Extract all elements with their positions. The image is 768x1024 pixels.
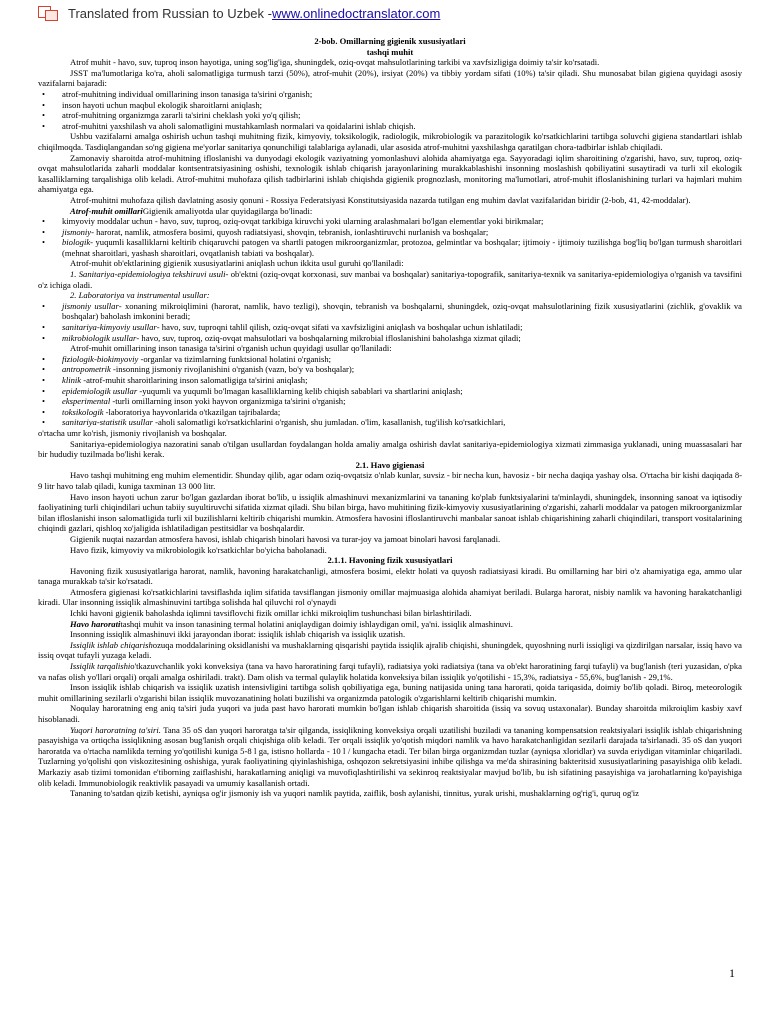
emphasis: Yuqori haroratning ta'siri.: [70, 724, 161, 735]
emphasis: fiziologik-biokimyoviy: [62, 353, 139, 364]
paragraph: Atrof muhit - havo, suv, tuproq inson hayotiga, uning sog'lig'iga, shuningdek, oziq-ovqat mahsulotlarining tarkibi va xavfsizligiga doimiy ta'sir ko'rsatadi.: [70, 57, 600, 68]
list-item: • inson hayoti uchun maqbul ekologik sharoitlarni aniqlash;: [50, 100, 742, 111]
list-item: [50, 407, 742, 418]
paragraph: [38, 206, 742, 217]
emphasis: jismoniy: [62, 226, 92, 237]
page-number: 1: [729, 966, 735, 980]
text: -yuqumli va yuqumli bo'lmagan kasalliklarning kelib chiqish sabablari va shartlarini aniqlash;: [137, 385, 463, 396]
list-item: [50, 417, 742, 428]
emphasis: sanitariya-statistik usullar: [62, 417, 153, 428]
text: -insonning jismoniy rivojlanishini o'rganish (vazn, bo'y va boshqalar);: [110, 364, 355, 375]
list-item: [50, 216, 742, 227]
emphasis: Havo harorati: [70, 618, 121, 629]
list-item: [50, 354, 742, 365]
text: - xonaning mikroiqlimini (harorat, namlik, havo tezligi), shovqin, tebranish va boshqalarni, shuningdek, oziq-ovqat mahsulotlarining fizik xususiyatlarini (zichlik, g'ovaklik va boshqalar) baholash imkonini beradi;: [62, 300, 742, 322]
tasks-list: [38, 89, 742, 131]
translator-logo-icon: [38, 6, 58, 20]
document-body: [38, 36, 742, 799]
text: -organlar va tizimlarning funktsional holatini o'rganish;: [138, 353, 332, 364]
text: tashqi muhit va inson tanasining termal holatini aniqlaydigan doimiy ishlaydigan omil, ya'ni. issiqlik almashinuvi.: [120, 618, 513, 629]
paragraph: Inson issiqlik ishlab chiqarish va issiqlik uzatish intensivligini tartibga solish qobiliyatiga ega, buning natijasida uning tana harorati, qoida tariqasida, doimiy bo'lib qoladi. Biroq, meteorologik muhit omillarining sezilarli o'zgarishi bilan issiqlik muvozanatining holati buzilishi va organizmda patologik o'zgarishlarni keltirib chiqarishi mumkin.: [38, 682, 742, 703]
banner-link[interactable]: www.onlinedoctranslator.com: [271, 5, 441, 21]
text: -laboratoriya hayvonlarida o'tkazilgan tajribalarda;: [103, 406, 281, 417]
emphasis: mikrobiologik usullar: [62, 332, 137, 343]
paragraph: Havo fizik, kimyoviy va mikrobiologik ko'rsatkichlar bo'yicha baholanadi.: [70, 544, 327, 555]
list-item: [50, 322, 742, 333]
paragraph: [38, 725, 742, 789]
text: - yuqumli kasalliklarni keltirib chiqaruvchi patogen va shartli patogen mikroorganizmlar, protozoa, gelmintlar va boshqalar; ijtimoiy - ijtimoiy tuzilishga bog'liq bo'lgan turmush sharoitlari (mehnat sharoitlari, yashash sharoitlari, ovqatlanish tabiati va boshqalar).: [62, 237, 742, 258]
text: -turli omillarning inson yoki hayvon organizmiga ta'sirini o'rganish;: [110, 396, 346, 407]
list-item: • atrof-muhitni yaxshilash va aholi salomatligini mustahkamlash normalari va qoidalarini ishlab chiqish.: [50, 121, 742, 132]
emphasis: toksikologik: [62, 406, 104, 417]
list-item: [50, 227, 742, 238]
section-heading: 2.1. Havo gigienasi: [355, 459, 425, 470]
text: -atrof-muhit sharoitlarining inson salomatligiga ta'sirini aniqlash;: [81, 375, 308, 385]
text: Tana 35 oS dan yuqori haroratga ta'sir qilganda, issiqlikning konveksiya orqali uzatilishi buziladi va tananing kompensatsion reaktsiyalari issiqlik ishlab chiqarishning pasayishiga va ortiqcha issiqlikning asosan bug'lanish orqali chiqishiga olib keladi. Ter orqali issiqlik yo'qotish miqdori namlik va havo harakatchanligidan sezilarli darajada ta'sirlanadi. 35 oS dan yuqori haroratda va o'rtacha namlikda terning yo'qotilishi kuniga 5-8 l ga, istisno hollarda - 10 l / kungacha etadi. Ter bilan birga organizmdan tuzlar (ayniqsa xloridlar) va suvda eriydigan vitaminlar chiqariladi. Tuzlarning yo'qolishi qon viskozitesining oshishiga, yurak faoliyatining qiyinlashishiga, oshqozon sekretsiyasini inhibe qilishga va me'da shirasining bakteritsid xususiyatlarining pasayishiga olib keladi. Markaziy asab tizimi tomonidan e'tiborning zaiflashishi, harakatlarning aniqligi va muvofiqlashtirilishi va sekinroq reaktsiyalar mavjud bo'lib, bu ish sifatining pasayishiga va jarohatlarning ko'payishiga olib keladi. Immunobiologik reaktivlik pasayadi va umumiy kasallanish ortadi.: [38, 724, 742, 788]
paragraph: Ichki havoni gigienik baholashda iqlimni tavsiflovchi fizik omillar ichki mikroiqlim tushunchasi bilan birlashtiriladi.: [70, 608, 472, 619]
paragraph: Havo tashqi muhitning eng muhim elementidir. Shunday qilib, agar odam oziq-ovqatsiz o'nlab kunlar, suvsiz - bir necha kun, havosiz - bir necha daqiqa yashay olsa. O'rtacha bir kishi daqiqada 8-9 litr havo talab qiladi, kuniga taxminan 13 000 litr.: [38, 470, 742, 491]
lab-methods-list: [38, 301, 742, 343]
list-item: [50, 364, 742, 375]
text: o'tkazuvchanlik yoki konveksiya (tana va havo haroratining farqi tufayli), radiatsiya yoki radiatsiya (tana va ob'ekt haroratining farqi tufayli) va bug'lanish (teri yuzasidan, o'pka va nafas olish yo'llari orqali) orqali amalga oshiriladi. trakt). Dam olish va termal qulaylik holatida konveksiya bilan issiqlik yo'qotilishi - 15,3%, radiatsiya - 55,6%, bug'lanish - 29,1%.: [38, 661, 742, 682]
emphasis: Issiqlik ishlab chiqarish: [70, 639, 153, 650]
paragraph: Sanitariya-epidemiologiya nazoratini sanab o'tilgan usullardan foydalangan holda amaliy amalga oshirish davlat sanitariya-epidemiologiya xizmati zimmasiga yuklanadi, uning muassasalari har bir hududiy tuzilmada bo'lishi kerak.: [38, 438, 742, 460]
subsection-heading: 2.1.1. Havoning fizik xususiyatlari: [327, 555, 453, 566]
emphasis: jismoniy usullar: [62, 300, 119, 311]
emphasis: klinik: [62, 375, 82, 385]
study-methods-list: [38, 354, 742, 428]
paragraph: [38, 661, 742, 682]
factors-list: [38, 216, 742, 258]
emphasis: biologik: [62, 237, 91, 248]
emphasis: epidemiologik usullar: [62, 385, 138, 396]
emphasis: antropometrik: [62, 364, 111, 375]
text: Gigienik amaliyotda ular quyidagilarga bo'linadi:: [142, 205, 313, 216]
paragraph: Ushbu vazifalarni amalga oshirish uchun tashqi muhitning fizik, kimyoviy, toksikologik, radiologik, mikrobiologik va parazitologik ko'rsatkichlarini tartibga soluvchi gigiena standartlari ishlab chiqilmoqda. Tasdiqlangandan so'ng gigiena me'yorlar sanitariya qonunchiligi talablariga aylanadi, ular asosida atrof-muhitni yaxshilashga qaratilgan chora-tadbirlar ishlab chiqiladi.: [38, 131, 742, 152]
paragraph: [38, 269, 742, 290]
paragraph: [38, 619, 742, 630]
paragraph: Tananing to'satdan qizib ketishi, ayniqsa og'ir jismoniy ish va yuqori namlik paytida, zaiflik, bosh aylanishi, tinnitus, yurak urishi, mushaklarning og'rig'i, quruq og'iz: [70, 788, 639, 799]
paragraph: Noqulay haroratning eng aniq ta'siri juda yuqori va juda past havo harorati mumkin bo'lgan ishlab chiqarish sharoitida (issiq va sovuq ustaxonalar). Bunday sharoitda mikroiqlim kasbiy xavf hisoblanadi.: [38, 703, 742, 724]
emphasis: 1. Sanitariya-epidemiologiya tekshiruvi usuli: [70, 269, 226, 280]
paragraph: Insonning issiqlik almashinuvi ikki jarayondan iborat: issiqlik ishlab chiqarish va issiqlik uzatish.: [70, 629, 406, 640]
text: - havo, suv, tuproqni tahlil qilish, oziq-ovqat sifati va xavfsizligini aniqlash va boshqalar uchun ishlatiladi;: [156, 322, 523, 333]
paragraph: Atrof-muhitni muhofaza qilish davlatning asosiy qonuni - Rossiya Federatsiyasi Konstitutsiyasida nazarda tutilgan eng muhim davlat vazifalaridan biridir (2-bob, 41, 42-moddalar).: [70, 194, 691, 205]
text: - ob'ektni (oziq-ovqat korxonasi, suv manbai va boshqalar) sanitariya-topografik, sanitariya-texnik va sanitariya-epidemiologiya o'rganish va tavsifini o'z ichiga oladi.: [38, 269, 742, 290]
paragraph: Atrof-muhit omillarining inson tanasiga ta'sirini o'rganish uchun quyidagi usullar qo'llaniladi:: [70, 343, 392, 354]
list-item: • atrof-muhitning organizmga zararli ta'sirini cheklash yoki yo'q qilish;: [50, 110, 742, 121]
emphasis: Atrof-muhit omillari: [70, 205, 143, 216]
translation-banner: [38, 4, 440, 22]
text: ozuqa moddalarining oksidlanishi va mushaklarning qisqarishi paytida issiqlik ajralib chiqishi, shuningdek, quyoshning nurli issiqligi va qizdirilgan narsalar, issiq havo va issiq ovqat tufayli yuzaga keladi.: [38, 639, 742, 661]
emphasis: Issiqlik tarqalishi: [70, 661, 131, 672]
paragraph: [38, 290, 742, 301]
banner-text: Translated from Russian to Uzbek -: [68, 5, 272, 21]
text: - harorat, namlik, atmosfera bosimi, quyosh radiatsiyasi, shovqin, tebranish, ionlashtiruvchi nurlanish va boshqalar;: [91, 226, 489, 237]
list-item: [50, 375, 742, 386]
emphasis: 2. Laboratoriya va instrumental usullar:: [70, 290, 210, 301]
list-item: [50, 386, 742, 397]
paragraph: Atmosfera gigienasi ko'rsatkichlarini tavsiflashda iqlim sifatida tavsiflangan jismoniy omillar majmuasiga alohida ahamiyat beriladi. Bularga harorat, nisbiy namlik va havoning harakatchanligi kiradi. Ular insonning issiqlik almashinuvini tartibga solishda hal qiluvchi rol o'ynaydi: [38, 586, 742, 608]
paragraph: [38, 640, 742, 661]
list-item: [50, 237, 742, 258]
paragraph: JSST ma'lumotlariga ko'ra, aholi salomatligiga turmush tarzi (50%), atrof-muhit (20%), irsiyat (20%) va tibbiy yordam sifati (10%) ta'sir qiladi. Shu munosabat bilan gigiena quyidagi asosiy vazifalarni bajaradi:: [38, 67, 742, 89]
text: - havo, suv, tuproq, oziq-ovqat mahsulotlari va boshqalarning mikrobial ifloslanishini baholashga xizmat qiladi;: [136, 332, 521, 343]
text: -aholi salomatligi ko'rsatkichlarini o'rganish, shu jumladan. o'lim, kasallanish, tug'ilish ko'rsatkichlari,: [152, 417, 506, 428]
list-item: • atrof-muhitning individual omillarining inson tanasiga ta'sirini o'rganish;: [50, 89, 742, 100]
paragraph: o'rtacha umr ko'rish, jismoniy rivojlanish va boshqalar.: [38, 427, 227, 438]
list-item: [50, 396, 742, 407]
paragraph: Gigienik nuqtai nazardan atmosfera havosi, ishlab chiqarish binolari havosi va turar-joy va jamoat binolari havosi farqlanadi.: [70, 533, 501, 544]
paragraph: Zamonaviy sharoitda atrof-muhitning ifloslanishi va dunyodagi ekologik vaziyatning yomonlashuvi alohida ahamiyatga ega. Sayyoradagi iqlim sharoitining o'zgarishi, havo, suv, tuproq, oziq-ovqat mahsulotlarida zaharli moddalar kontsentratsiyasining oshishi, texnologik ishlab chiqarish jarayonlarining murakkablashishi insonning moslashish qobiliyatini susaytiradi va turli xil ekologik kasalliklarning tarqalishiga olib keladi. Atrof-muhitni muhofaza qilish tadbirlarini ishlab chiqishda gigienik prognozlash, monitoring ma'lumotlari, atrof-muhit ifloslanishining turlari va hajmlari muhim ahamiyatga ega.: [38, 152, 742, 195]
emphasis: eksperimental: [62, 396, 111, 407]
text: kimyoviy moddalar uchun - havo, suv, tuproq, oziq-ovqat tarkibiga kiruvchi yoki ularning aralashmalari bo'lgan elementlar yoki birikmalar;: [62, 216, 544, 227]
emphasis: sanitariya-kimyoviy usullar: [62, 322, 157, 333]
chapter-title: 2-bob. Omillarning gigienik xususiyatlari: [314, 36, 466, 46]
list-item: [50, 333, 742, 344]
paragraph: Atrof-muhit ob'ektlarining gigienik xususiyatlarini aniqlash uchun ikkita usul guruhi qo'llaniladi:: [70, 258, 404, 269]
paragraph: Havo inson hayoti uchun zarur bo'lgan gazlardan iborat bo'lib, u issiqlik almashinuvi mexanizmlarini va tananing ko'plab funktsiyalarini ta'minlaydi, shuningdek, insonning sanoat va iqtisodiy faoliyatining turli chiqindilari uchun tabiiy suyultiruvchi sifatida xizmat qiladi. Shu bilan birga, havo muhitining fizik-kimyoviy xususiyatlarining o'zgarishi, zaharli moddalar va patogen mikroorganizmlar bilan ifloslanishi inson salomatligida turli xil buzilishlarni keltirib chiqarishi mumkin. Atmosfera havosini ifloslantiruvchi manbalar sanoat ishlab chiqarishining zaharli chiqindilari, transport vositalarining chiqindi gazlari, qishloq xo'jaligida ishlatiladigan pestitsidlar va boshqalardir.: [38, 491, 742, 534]
list-item: [50, 301, 742, 322]
paragraph: Havoning fizik xususiyatlariga harorat, namlik, havoning harakatchanligi, atmosfera bosimi, elektr holati va quyosh radiatsiyasi kiradi. Bu omillarning har biri o'z ahamiyatiga ega, ammo ular tanaga murakkab ta'sir ko'rsatadi.: [38, 565, 742, 587]
chapter-subtitle: tashqi muhit: [366, 46, 414, 57]
